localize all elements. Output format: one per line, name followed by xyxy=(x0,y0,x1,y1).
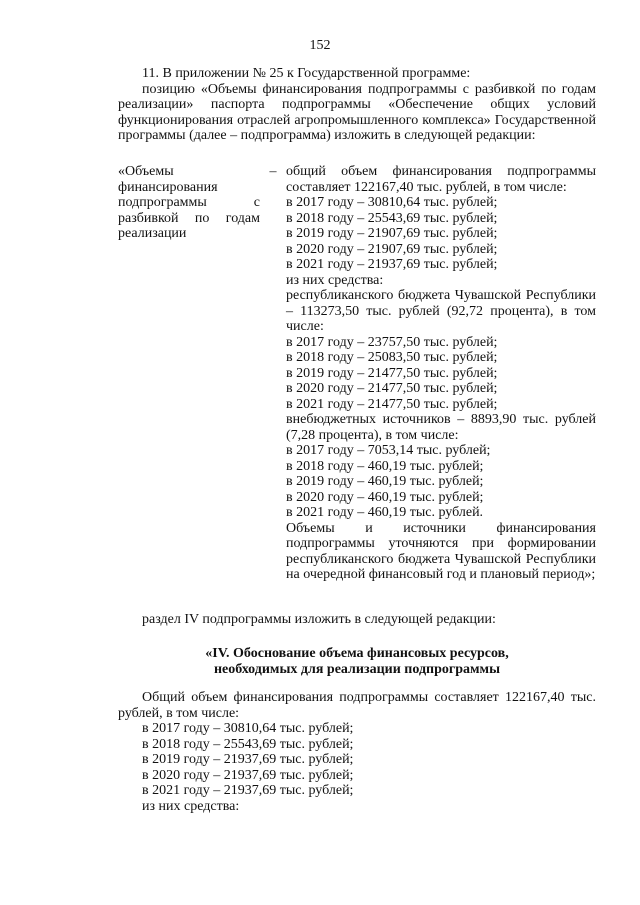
passport-line: в 2021 году – 460,19 тыс. рублей. xyxy=(286,505,484,520)
passport-line: в 2018 году – 25083,50 тыс. рублей; xyxy=(286,350,498,365)
passport-line: в 2021 году – 21477,50 тыс. рублей; xyxy=(286,396,498,412)
passport-body xyxy=(286,164,596,583)
passport-line: в 2018 году – 460,19 тыс. рублей; xyxy=(286,458,484,474)
section-heading xyxy=(118,646,596,677)
passport-line: в 2019 году – 21477,50 тыс. рублей; xyxy=(286,365,498,381)
section-heading-line: «IV. Обоснование объема финансовых ресурсов, xyxy=(205,646,509,661)
intro-block xyxy=(118,66,596,144)
closing-year-line: в 2017 году – 30810,64 тыс. рублей; xyxy=(142,721,354,736)
passport-line: в 2017 году – 7053,14 тыс. рублей; xyxy=(286,443,491,458)
closing-year-line: в 2019 году – 21937,69 тыс. рублей; xyxy=(142,752,354,767)
passport-table xyxy=(118,164,596,583)
passport-line: в 2020 году – 460,19 тыс. рублей; xyxy=(286,489,484,505)
passport-line: из них средства: xyxy=(286,272,384,288)
passport-line: в 2019 году – 21907,69 тыс. рублей; xyxy=(286,226,498,241)
passport-label: «Объемы финансирования подпрограммы с разбивкой по годам реализации xyxy=(118,164,260,241)
passport-dash: – xyxy=(269,164,277,179)
closing-year-line: в 2021 году – 21937,69 тыс. рублей; xyxy=(142,783,354,798)
closing-block xyxy=(118,690,596,814)
passport-line: внебюджетных источников – 8893,90 тыс. рублей (7,28 процента), в том числе: xyxy=(286,412,596,443)
passport-line: Объемы и источники финансирования подпрограммы уточняются при формировании республиканского бюджета Чувашской Республики на очередной финансовый год и плановый период»; xyxy=(286,520,596,582)
intro-item: 11. В приложении № 25 к Государственной программе: xyxy=(142,66,471,81)
passport-line: в 2019 году – 460,19 тыс. рублей; xyxy=(286,474,484,489)
passport-line: общий объем финансирования подпрограммы составляет 122167,40 тыс. рублей, в том числе: xyxy=(286,164,596,195)
passport-line: республиканского бюджета Чувашской Республики – 113273,50 тыс. рублей (92,72 процента), в том числе: xyxy=(286,288,596,334)
closing-total: Общий объем финансирования подпрограммы составляет 122167,40 тыс. рублей, в том числе: xyxy=(118,690,596,721)
passport-line: в 2017 году – 23757,50 тыс. рублей; xyxy=(286,334,498,350)
passport-line: в 2021 году – 21937,69 тыс. рублей; xyxy=(286,257,498,272)
page-number: 152 xyxy=(309,38,331,53)
passport-line: в 2020 году – 21907,69 тыс. рублей; xyxy=(286,241,498,257)
passport-line: в 2020 году – 21477,50 тыс. рублей; xyxy=(286,381,498,396)
closing-year-line: в 2018 году – 25543,69 тыс. рублей; xyxy=(142,736,354,752)
closing-sources: из них средства: xyxy=(142,798,240,814)
passport-line: в 2017 году – 30810,64 тыс. рублей; xyxy=(286,195,498,210)
section-heading-line: необходимых для реализации подпрограммы xyxy=(213,661,501,677)
passport-line: в 2018 году – 25543,69 тыс. рублей; xyxy=(286,210,498,226)
intro-position-text: позицию «Объемы финансирования подпрограммы с разбивкой по годам реализации» паспорта подпрограммы «Обеспечение общих условий функционирования отраслей агропромышленного комплекса» Государственной программы (далее – подпрограмма) изложить в следующей редакции: xyxy=(118,81,596,143)
closing-year-line: в 2020 году – 21937,69 тыс. рублей; xyxy=(142,767,354,783)
section-intro: раздел IV подпрограммы изложить в следующей редакции: xyxy=(142,612,496,627)
